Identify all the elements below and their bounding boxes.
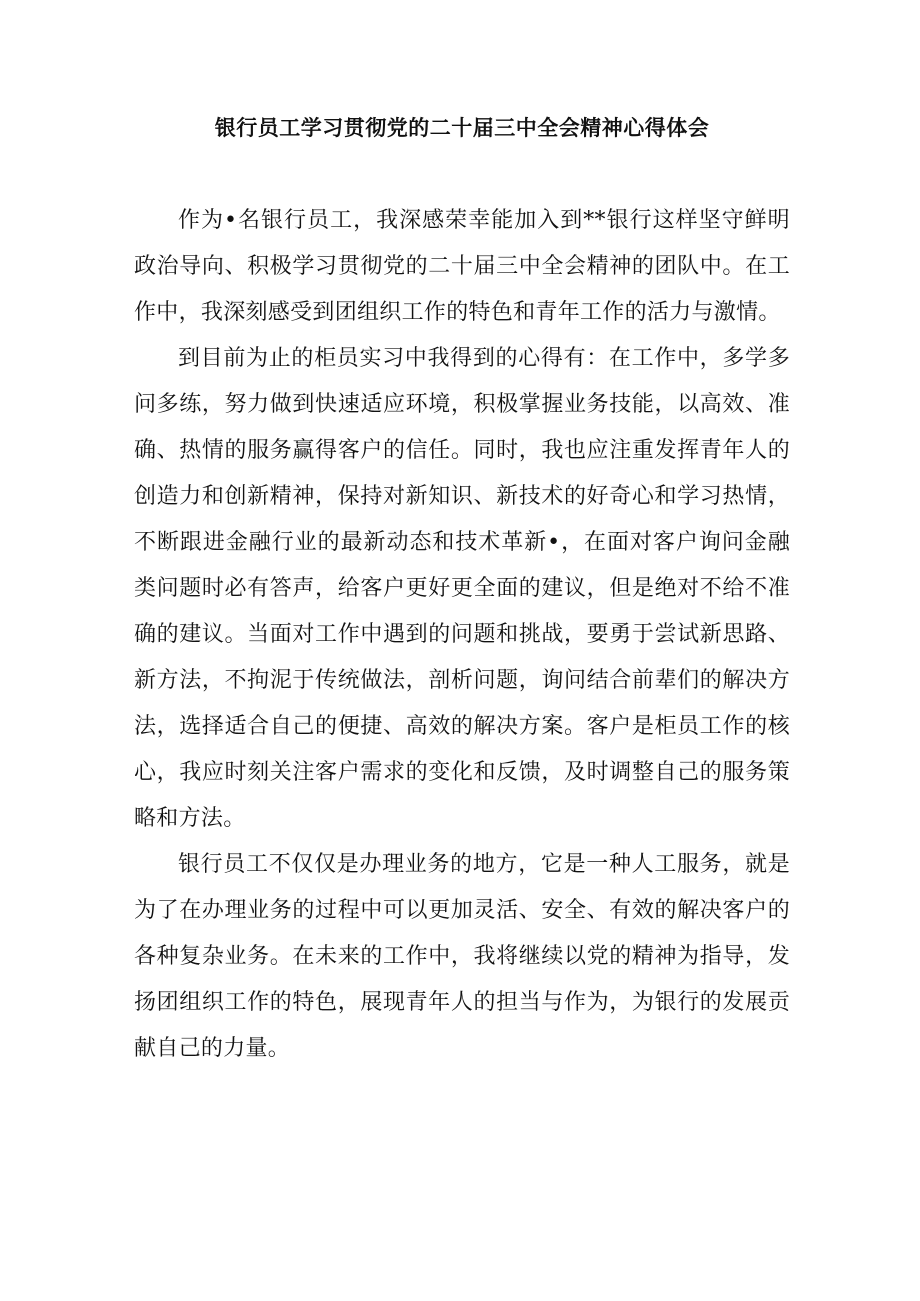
document-title: 银行员工学习贯彻党的二十届三中全会精神心得体会 [214, 115, 710, 140]
document-body [134, 198, 790, 1072]
paragraph-1: 作为•名银行员工，我深感荣幸能加入到**银行这样坚守鲜明政治导向、积极学习贯彻党的二十届三中全会精神的团队中。在工作中，我深刻感受到团组织工作的特色和青年工作的活力与激情。 [134, 208, 790, 325]
paragraph-2: 到目前为止的柜员实习中我得到的心得有：在工作中，多学多问多练，努力做到快速适应环境，积极掌握业务技能，以高效、准确、热情的服务赢得客户的信任。同时，我也应注重发挥青年人的创造力和创新精神，保持对新知识、新技术的好奇心和学习热情，不断跟进金融行业的最新动态和技术革新•，在面对客户询问金融类问题时必有答声，给客户更好更全面的建议，但是绝对不给不准确的建议。当面对工作中遇到的问题和挑战，要勇于尝试新思路、新方法，不拘泥于传统做法，剖析问题，询问结合前辈们的解决方法，选择适合自己的便捷、高效的解决方案。客户是柜员工作的核心，我应时刻关注客户需求的变化和反馈，及时调整自己的服务策略和方法。 [134, 346, 790, 831]
paragraph-3: 银行员工不仅仅是办理业务的地方，它是一种人工服务，就是为了在办理业务的过程中可以更加灵活、安全、有效的解决客户的各种复杂业务。在未来的工作中，我将继续以党的精神为指导，发扬团组织工作的特色，展现青年人的担当与作为，为银行的发展贡献自己的力量。 [134, 852, 790, 1061]
